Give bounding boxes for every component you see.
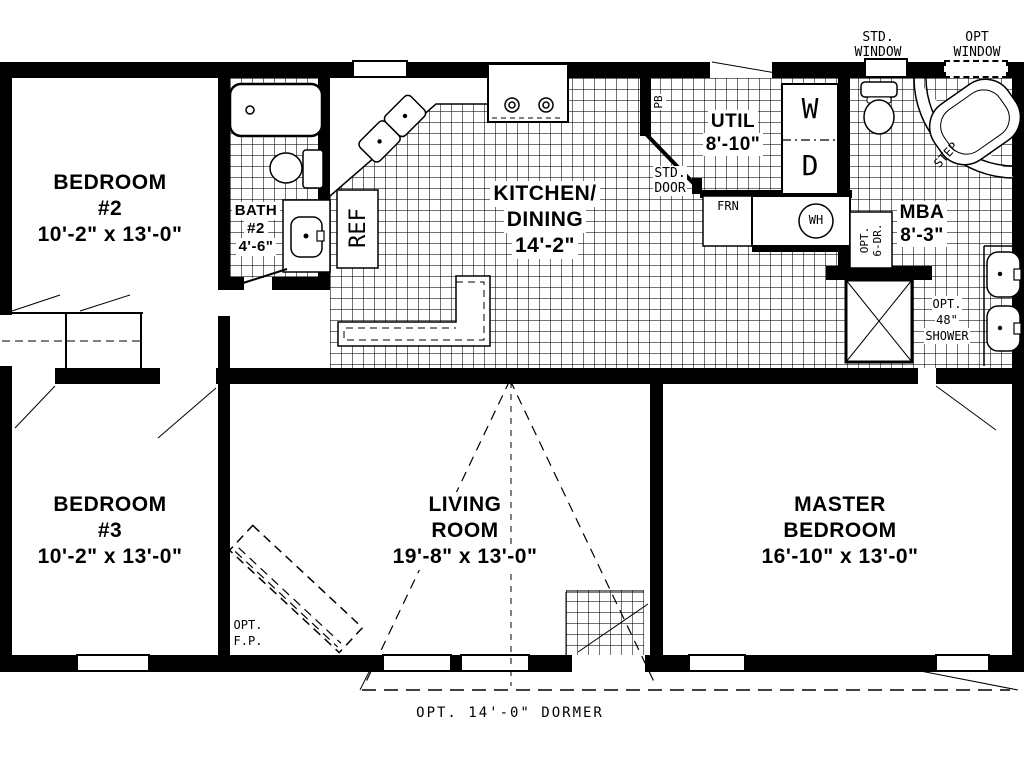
bedroom3-door-swing bbox=[158, 388, 216, 438]
ref-label: REF bbox=[345, 208, 371, 248]
pb-label: PB bbox=[651, 95, 665, 109]
toilet-bath2 bbox=[270, 150, 323, 188]
std-window-label: STD. WINDOW bbox=[854, 30, 902, 60]
opt-dormer-label: OPT. 14'-0" DORMER bbox=[416, 705, 604, 721]
closet-door-swing-2 bbox=[80, 295, 130, 311]
living-label: LIVING ROOM 19'-8" x 13'-0" bbox=[365, 492, 565, 570]
step-label: STEP bbox=[930, 139, 961, 171]
bath2-label: BATH #2 4'-6" bbox=[224, 202, 288, 256]
kitchen-label: KITCHEN/ DINING 14'-2" bbox=[445, 181, 645, 259]
vanity-sink-bath2 bbox=[283, 200, 330, 272]
bathtub bbox=[230, 84, 322, 136]
opt-shower-box bbox=[846, 280, 912, 362]
master-door-swing bbox=[936, 386, 996, 430]
dryer-label: D bbox=[801, 148, 819, 182]
kitchen-bar-counter bbox=[338, 276, 490, 346]
entry-door-leaf bbox=[578, 604, 648, 652]
std-door-label: STD. DOOR bbox=[654, 166, 686, 196]
double-vanity-mba bbox=[984, 246, 1021, 366]
roof-leader-line bbox=[712, 62, 782, 74]
opt-fp-label: OPT. F.P. bbox=[233, 618, 263, 648]
range-stove bbox=[488, 64, 568, 122]
master-label: MASTER BEDROOM 16'-10" x 13'-0" bbox=[728, 492, 952, 570]
opt-shower-label: OPT. 48" SHOWER bbox=[925, 297, 969, 343]
closet-door-swing-1 bbox=[12, 295, 60, 311]
util-label: UTIL 8'-10" bbox=[688, 110, 778, 156]
bedroom2-label: BEDROOM #2 10'-2" x 13'-0" bbox=[10, 170, 210, 248]
mba-label: MBA 8'-3" bbox=[874, 201, 970, 247]
bedroom3-door-swing-left bbox=[15, 386, 55, 428]
toilet-mba bbox=[861, 82, 897, 134]
opt-6dr-label: OPT. 6-DR. bbox=[858, 223, 884, 257]
wh-label: WH bbox=[808, 213, 824, 227]
bedroom3-label: BEDROOM #3 10'-2" x 13'-0" bbox=[10, 492, 210, 570]
opt-window-label: OPT WINDOW bbox=[953, 30, 1001, 60]
bath2-door-leaf bbox=[240, 269, 287, 284]
washer-label: W bbox=[801, 91, 819, 125]
frn-label: FRN bbox=[717, 199, 739, 213]
entry-tile-border bbox=[566, 592, 644, 655]
